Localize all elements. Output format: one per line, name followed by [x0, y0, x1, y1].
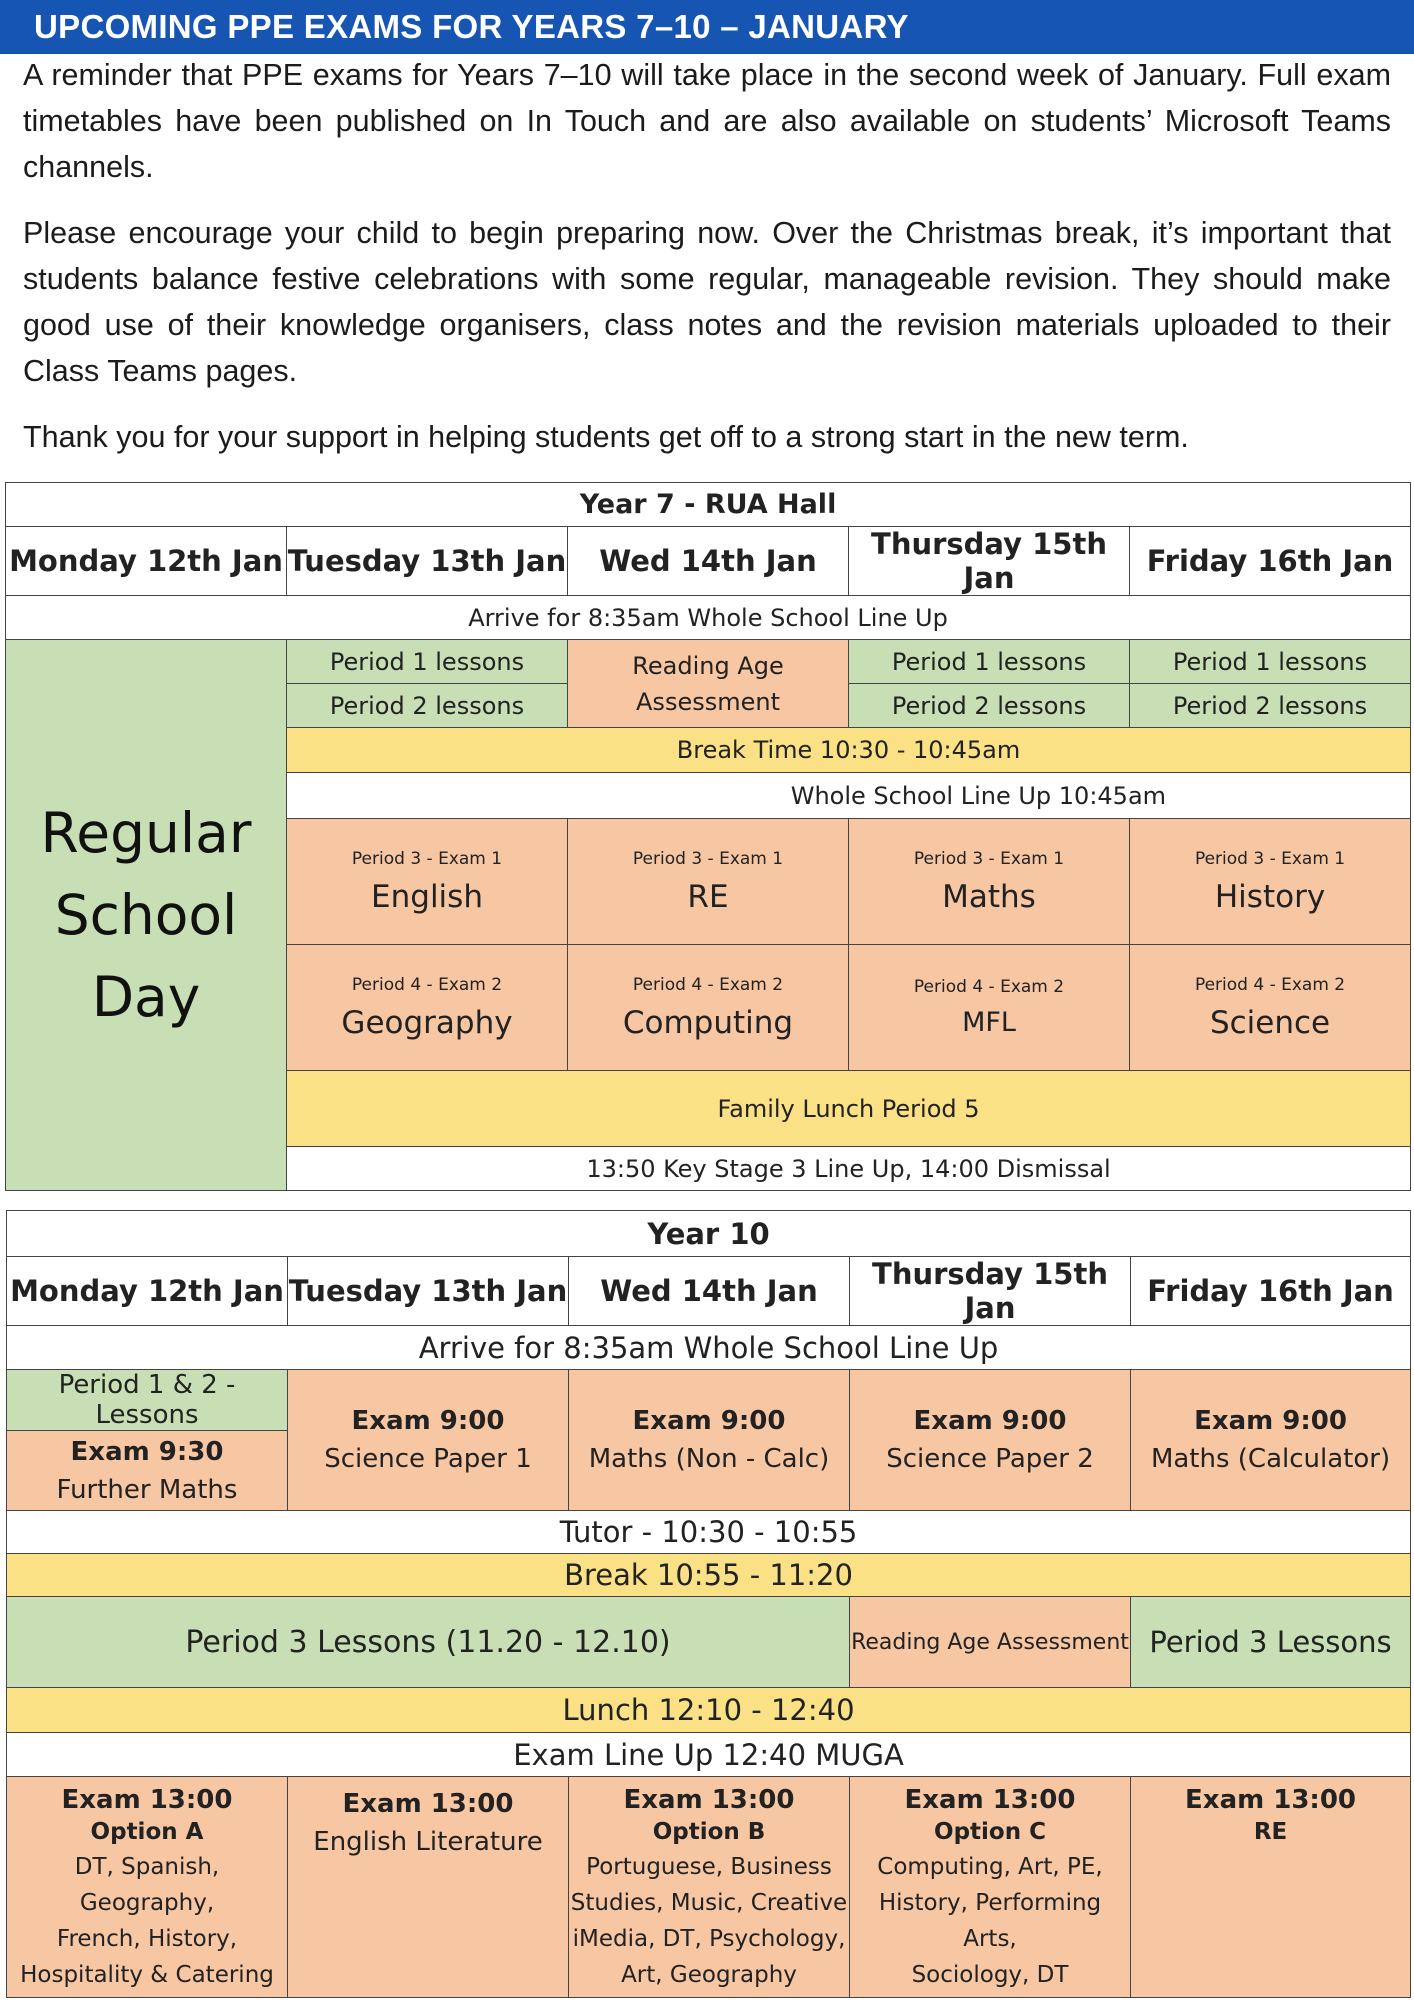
exam-subject: Science Paper 2	[886, 1444, 1094, 1474]
year7-day-wednesday: Wed 14th Jan	[568, 527, 849, 596]
exam-subjects-line: French, History,	[56, 1926, 238, 1952]
year10-period3-lessons: Period 3 Lessons (11.20 - 12.10)	[7, 1597, 850, 1688]
exam-label: Period 3 - Exam 1	[632, 848, 784, 869]
exam-subject: Science	[1209, 1004, 1331, 1041]
year10-fri-am-exam	[1131, 1370, 1411, 1511]
year7-fri-period2: Period 2 lessons	[1130, 684, 1411, 728]
year7-tue-exam2	[287, 945, 568, 1071]
year7-wed-exam2	[568, 945, 849, 1071]
year7-day-friday: Friday 16th Jan	[1130, 527, 1411, 596]
year10-day-wednesday: Wed 14th Jan	[569, 1257, 850, 1326]
year7-lunch: Family Lunch Period 5	[287, 1071, 1411, 1147]
year7-thu-period2: Period 2 lessons	[849, 684, 1130, 728]
year7-regular-school-day	[6, 640, 287, 1191]
year10-timetable	[6, 1210, 1411, 1998]
exam-label: Period 3 - Exam 1	[913, 848, 1065, 869]
exam-time: Exam 13:00	[904, 1785, 1076, 1815]
exam-time: Exam 13:00	[623, 1785, 795, 1815]
exam-subject: Maths	[942, 878, 1036, 915]
year7-day-thursday: Thursday 15th Jan	[849, 527, 1130, 596]
exam-label: Period 3 - Exam 1	[1194, 848, 1346, 869]
year10-day-monday: Monday 12th Jan	[7, 1257, 288, 1326]
year10-day-tuesday: Tuesday 13th Jan	[288, 1257, 569, 1326]
year10-fri-period3: Period 3 Lessons	[1131, 1597, 1411, 1688]
year10-exam-line-up: Exam Line Up 12:40 MUGA	[7, 1733, 1411, 1777]
exam-time: Exam 13:00	[342, 1789, 514, 1819]
year7-thu-period1: Period 1 lessons	[849, 640, 1130, 684]
intro-text	[23, 52, 1391, 480]
year10-thu-reading-age: Reading Age Assessment	[850, 1597, 1131, 1688]
year10-arrive: Arrive for 8:35am Whole School Line Up	[7, 1326, 1411, 1370]
exam-subject: Computing	[622, 1004, 794, 1041]
year10-day-thursday: Thursday 15th Jan	[850, 1257, 1131, 1326]
year7-break: Break Time 10:30 - 10:45am	[287, 728, 1411, 773]
year10-tue-am-exam	[288, 1370, 569, 1511]
year10-mon-am-exam	[7, 1431, 288, 1511]
exam-time: Exam 9:00	[1194, 1406, 1347, 1436]
year7-fri-period1: Period 1 lessons	[1130, 640, 1411, 684]
year7-line-up: Whole School Line Up 10:45am	[287, 773, 1411, 819]
exam-subjects-line: Art, Geography	[621, 1962, 797, 1988]
year7-thu-exam1	[849, 819, 1130, 945]
year7-timetable	[5, 482, 1411, 1191]
reading-age-line-1: Reading Age	[632, 651, 784, 680]
year10-fri-pm-exam	[1131, 1777, 1411, 1998]
exam-subjects-line: DT, Spanish, Geography,	[74, 1854, 220, 1916]
year7-day-tuesday: Tuesday 13th Jan	[287, 527, 568, 596]
year7-tue-period2: Period 2 lessons	[287, 684, 568, 728]
exam-time: Exam 9:00	[913, 1406, 1067, 1436]
year10-tutor: Tutor - 10:30 - 10:55	[7, 1511, 1411, 1554]
exam-time: Exam 13:00	[61, 1785, 233, 1815]
year10-title: Year 10	[7, 1211, 1411, 1257]
exam-label: Period 4 - Exam 2	[1194, 974, 1346, 995]
exam-label: Period 4 - Exam 2	[632, 974, 784, 995]
year7-dismissal: 13:50 Key Stage 3 Line Up, 14:00 Dismissal	[287, 1147, 1411, 1191]
intro-paragraph-2: Please encourage your child to begin preparing now. Over the Christmas break, it’s important that students balance festive celebrations with some regular, manageable revision. They should make good use of their knowledge organisers, class notes and the revision materials uploaded to their Class Teams pages.	[23, 216, 1391, 388]
exam-subjects-line: iMedia, DT, Psychology,	[572, 1926, 846, 1952]
exam-subject: Maths (Calculator)	[1150, 1444, 1391, 1474]
exam-label: Period 4 - Exam 2	[351, 974, 503, 995]
exam-time: Exam 9:30	[70, 1436, 224, 1467]
exam-subject: RE	[687, 878, 729, 915]
year7-fri-exam2	[1130, 945, 1411, 1071]
exam-subjects-line: Hospitality & Catering	[20, 1962, 274, 1988]
year7-wed-exam1	[568, 819, 849, 945]
year10-wed-pm-exam	[569, 1777, 850, 1998]
exam-subject: MFL	[962, 1007, 1016, 1038]
reading-age-line-2: Assessment	[636, 687, 780, 716]
year7-day-monday: Monday 12th Jan	[6, 527, 287, 596]
exam-subject: Geography	[341, 1004, 513, 1041]
exam-label: Period 4 - Exam 2	[913, 977, 1065, 997]
exam-label: Period 3 - Exam 1	[351, 848, 503, 869]
exam-subject: Further Maths	[56, 1474, 238, 1505]
exam-subject: English	[371, 878, 483, 915]
exam-time: Exam 13:00	[1185, 1785, 1357, 1815]
exam-option: Option C	[934, 1819, 1046, 1845]
year10-day-friday: Friday 16th Jan	[1131, 1257, 1411, 1326]
exam-subject: Science Paper 1	[324, 1444, 532, 1474]
year10-mon-lessons: Period 1 & 2 - Lessons	[7, 1370, 288, 1431]
year10-wed-am-exam	[569, 1370, 850, 1511]
year7-title: Year 7 - RUA Hall	[6, 483, 1411, 527]
exam-time: Exam 9:00	[632, 1406, 786, 1436]
year10-mon-pm-exam	[7, 1777, 288, 1998]
regular-line-1: Regular	[40, 801, 252, 865]
year10-thu-pm-exam	[850, 1777, 1131, 1998]
exam-time: Exam 9:00	[351, 1406, 505, 1436]
exam-subjects-line: History, Performing Arts,	[878, 1890, 1102, 1952]
exam-subjects-line: Studies, Music, Creative	[570, 1890, 848, 1916]
exam-option: RE	[1253, 1819, 1288, 1845]
year10-break: Break 10:55 - 11:20	[7, 1554, 1411, 1597]
regular-line-3: Day	[91, 965, 201, 1029]
year7-arrive: Arrive for 8:35am Whole School Line Up	[6, 596, 1411, 640]
year7-thu-exam2	[849, 945, 1130, 1071]
intro-paragraph-3: Thank you for your support in helping students get off to a strong start in the new term.	[23, 420, 1189, 454]
exam-subjects-line: Computing, Art, PE,	[877, 1854, 1103, 1880]
year10-thu-am-exam	[850, 1370, 1131, 1511]
exam-subject: English Literature	[313, 1827, 543, 1857]
exam-option: Option A	[90, 1819, 204, 1845]
year10-tue-pm-exam	[288, 1777, 569, 1998]
intro-paragraph-1: A reminder that PPE exams for Years 7–10 will take place in the second week of January. Full exam timetables have been published on In Touch and are also available on students’ Microsoft Teams channels.	[23, 58, 1391, 184]
year7-wed-reading-age	[568, 640, 849, 728]
year7-tue-period1: Period 1 lessons	[287, 640, 568, 684]
exam-subjects-line: Portuguese, Business	[586, 1854, 832, 1880]
year10-lunch: Lunch 12:10 - 12:40	[7, 1688, 1411, 1733]
year7-tue-exam1	[287, 819, 568, 945]
exam-subjects-line: Sociology, DT	[911, 1962, 1069, 1988]
exam-subject: Maths (Non - Calc)	[588, 1444, 830, 1474]
exam-option: Option B	[652, 1819, 766, 1845]
page-banner: UPCOMING PPE EXAMS FOR YEARS 7–10 – JANUARY	[0, 0, 1414, 54]
regular-line-2: School	[54, 883, 238, 947]
exam-subject: History	[1214, 878, 1326, 915]
year7-fri-exam1	[1130, 819, 1411, 945]
